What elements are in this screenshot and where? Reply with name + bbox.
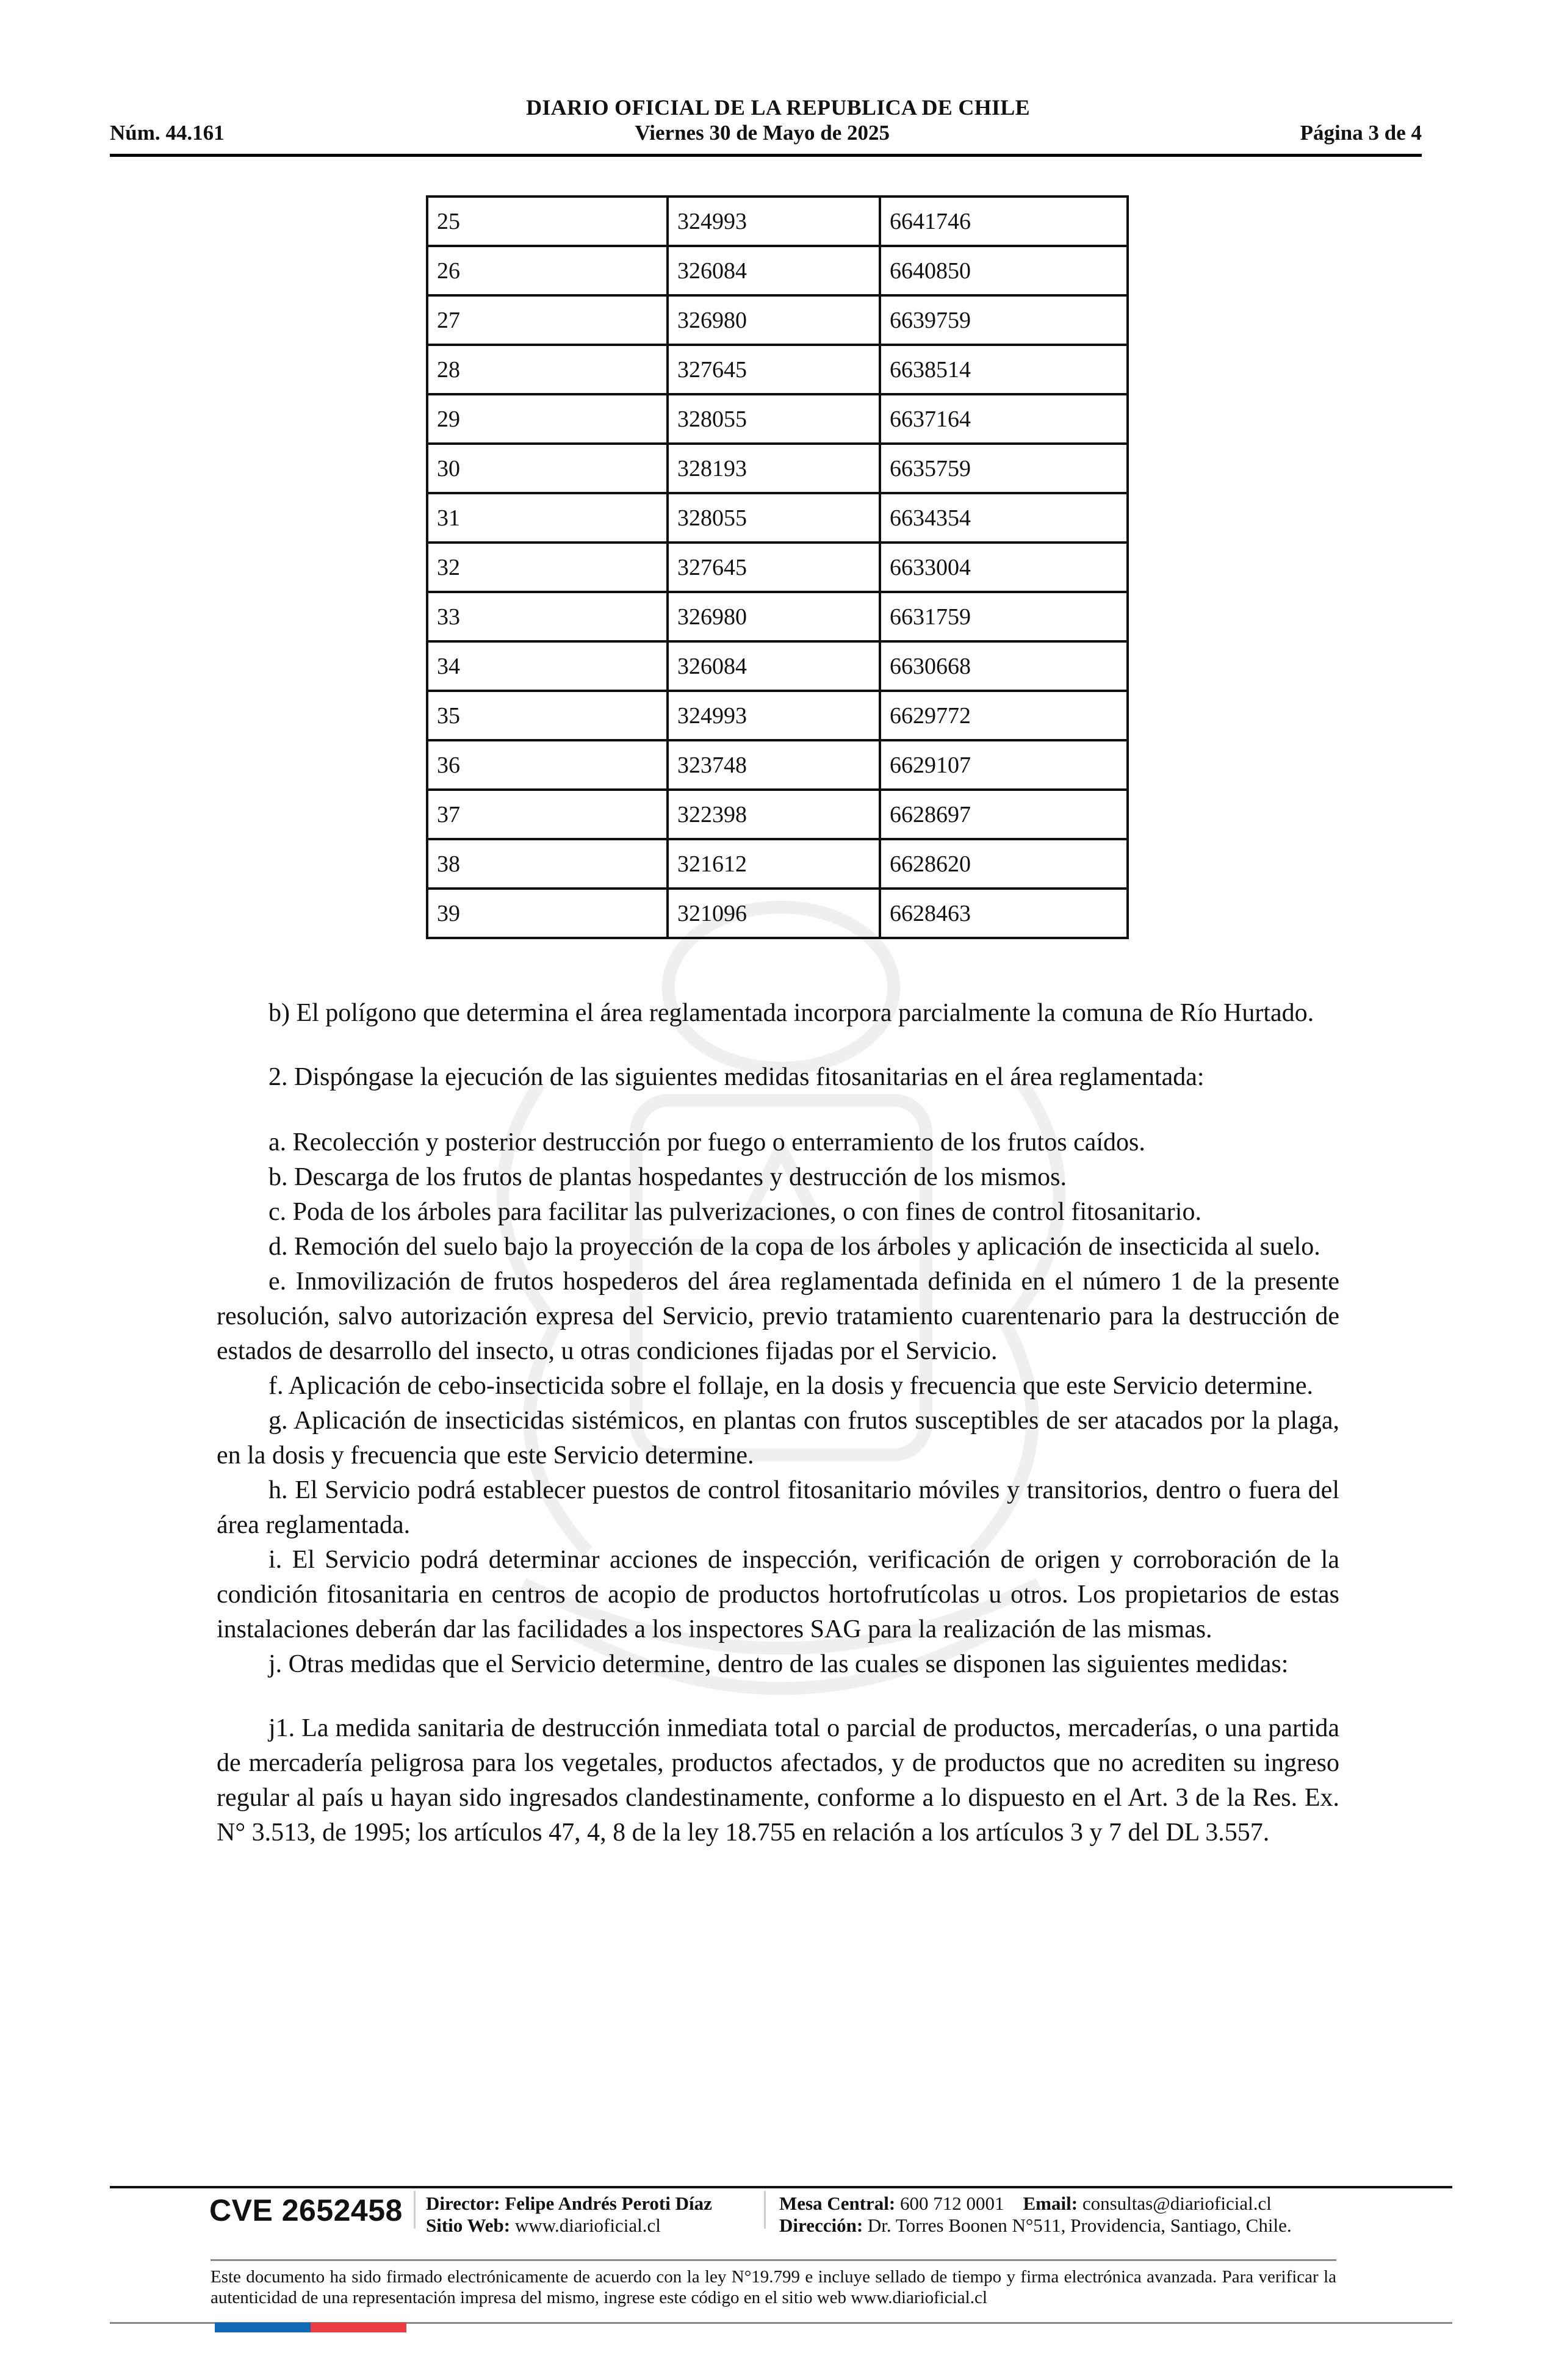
table-row	[427, 839, 1128, 889]
northing-cell: 6638514	[880, 345, 1128, 394]
easting-cell: 323748	[668, 740, 880, 790]
point-number-cell: 25	[427, 197, 668, 246]
table-row	[427, 592, 1128, 641]
phone-label: Mesa Central:	[779, 2193, 896, 2214]
footer-divider-top	[110, 2186, 1452, 2188]
footer-separator	[414, 2191, 416, 2229]
easting-cell: 321096	[668, 889, 880, 938]
footer-director-block	[426, 2193, 712, 2237]
point-number-cell: 38	[427, 839, 668, 889]
email-link[interactable]: consultas@diarioficial.cl	[1082, 2193, 1272, 2214]
point-number-cell: 26	[427, 246, 668, 295]
table-row	[427, 493, 1128, 543]
measure-item: b. Descarga de los frutos de plantas hospedantes y destrucción de los mismos.	[268, 1163, 1067, 1191]
point-number-cell: 39	[427, 889, 668, 938]
measure-item: a. Recolección y posterior destrucción por fuego o enterramiento de los frutos caídos.	[268, 1128, 1145, 1156]
northing-cell: 6635759	[880, 444, 1128, 493]
legal-notice: Este documento ha sido firmado electrónicamente de acuerdo con la ley N°19.799 e incluye sellado de tiempo y firma electrónica avanzada. Para verificar la autenticidad de una representación impresa del mismo, ingrese este código en el sitio web www.diarioficial.cl	[211, 2267, 1336, 2307]
measure-item: g. Aplicación de insecticidas sistémicos, en plantas con frutos susceptibles de ser atacados por la plaga, en la dosis y frecuencia que este Servicio determine.	[217, 1407, 1339, 1469]
table-row	[427, 543, 1128, 592]
footer-separator	[764, 2191, 766, 2229]
table-row	[427, 345, 1128, 394]
northing-cell: 6629107	[880, 740, 1128, 790]
header-divider	[110, 154, 1422, 157]
measure-item: c. Poda de los árboles para facilitar las pulverizaciones, o con fines de control fitosanitario.	[268, 1198, 1201, 1226]
point-number-cell: 27	[427, 295, 668, 345]
easting-cell: 326084	[668, 641, 880, 691]
table-row	[427, 197, 1128, 246]
easting-cell: 328055	[668, 493, 880, 543]
measure-item: e. Inmovilización de frutos hospederos del área reglamentada definida en el número 1 de la presente resolución, salvo autorización expresa del Servicio, previo tratamiento cuarentenario para la destrucción de estados de desarrollo del insecto, u otras condiciones fijadas por el Servicio.	[217, 1268, 1339, 1365]
issue-date: Viernes 30 de Mayo de 2025	[635, 121, 890, 145]
measure-item: f. Aplicación de cebo-insecticida sobre el follaje, en la dosis y frecuencia que este Servicio determine.	[268, 1372, 1313, 1400]
cve-code: CVE 2652458	[209, 2193, 403, 2227]
measures-list	[217, 1125, 1339, 1682]
publication-title: DIARIO OFICIAL DE LA REPUBLICA DE CHILE	[526, 95, 1030, 120]
point-number-cell: 35	[427, 691, 668, 740]
director-name: Felipe Andrés Peroti Díaz	[505, 2193, 712, 2214]
footer-divider-middle	[211, 2259, 1336, 2261]
address-value: Dr. Torres Boonen N°511, Providencia, Santiago, Chile.	[867, 2215, 1292, 2236]
website-link[interactable]: www.diarioficial.cl	[514, 2215, 661, 2236]
table-row	[427, 740, 1128, 790]
northing-cell: 6631759	[880, 592, 1128, 641]
easting-cell: 322398	[668, 790, 880, 839]
point-number-cell: 28	[427, 345, 668, 394]
point-number-cell: 32	[427, 543, 668, 592]
northing-cell: 6628620	[880, 839, 1128, 889]
easting-cell: 328193	[668, 444, 880, 493]
northing-cell: 6641746	[880, 197, 1128, 246]
easting-cell: 324993	[668, 197, 880, 246]
table-row	[427, 790, 1128, 839]
address-label: Dirección:	[779, 2215, 863, 2236]
table-row	[427, 641, 1128, 691]
issue-number: Núm. 44.161	[110, 121, 225, 145]
director-label: Director:	[426, 2193, 500, 2214]
table-row	[427, 246, 1128, 295]
point-number-cell: 36	[427, 740, 668, 790]
footer-contact-block	[779, 2193, 1292, 2237]
northing-cell: 6628463	[880, 889, 1128, 938]
easting-cell: 327645	[668, 345, 880, 394]
northing-cell: 6633004	[880, 543, 1128, 592]
email-label: Email:	[1023, 2193, 1078, 2214]
northing-cell: 6637164	[880, 394, 1128, 444]
easting-cell: 324993	[668, 691, 880, 740]
northing-cell: 6628697	[880, 790, 1128, 839]
paragraph-2: 2. Dispóngase la ejecución de las siguientes medidas fitosanitarias en el área reglamentada:	[268, 1063, 1205, 1091]
page-indicator: Página 3 de 4	[1300, 121, 1422, 145]
measure-item: h. El Servicio podrá establecer puestos de control fitosanitario móviles y transitorios, dentro o fuera del área reglamentada.	[217, 1476, 1339, 1539]
easting-cell: 327645	[668, 543, 880, 592]
paragraph-b: b) El polígono que determina el área reglamentada incorpora parcialmente la comuna de Río Hurtado.	[268, 999, 1314, 1027]
northing-cell: 6634354	[880, 493, 1128, 543]
point-number-cell: 31	[427, 493, 668, 543]
northing-cell: 6639759	[880, 295, 1128, 345]
easting-cell: 326980	[668, 295, 880, 345]
easting-cell: 328055	[668, 394, 880, 444]
table-row	[427, 691, 1128, 740]
easting-cell: 326980	[668, 592, 880, 641]
point-number-cell: 37	[427, 790, 668, 839]
easting-cell: 321612	[668, 839, 880, 889]
coordinates-table	[426, 195, 1129, 939]
measure-item: j. Otras medidas que el Servicio determine, dentro de las cuales se disponen las siguientes medidas:	[268, 1650, 1289, 1678]
flag-stripe-blue	[215, 2323, 311, 2332]
table-row	[427, 394, 1128, 444]
table-row	[427, 889, 1128, 938]
northing-cell: 6629772	[880, 691, 1128, 740]
paragraph-j1: j1. La medida sanitaria de destrucción inmediata total o parcial de productos, mercaderías, o una partida de mercadería peligrosa para los vegetales, productos afectados, y de productos que no acrediten su ingreso regular al país u hayan sido ingresados clandestinamente, conforme a lo dispuesto en el Art. 3 de la Res. Ex. N° 3.513, de 1995; los artículos 47, 4, 8 de la ley 18.755 en relación a los artículos 3 y 7 del DL 3.557.	[217, 1714, 1339, 1847]
measure-item: i. El Servicio podrá determinar acciones de inspección, verificación de origen y corroboración de la condición fitosanitaria en centros de acopio de productos hortofrutícolas u otros. Los propietarios de estas instalaciones deberán dar las facilidades a los inspectores SAG para la realización de las mismas.	[217, 1546, 1339, 1643]
point-number-cell: 30	[427, 444, 668, 493]
phone-value: 600 712 0001	[900, 2193, 1004, 2214]
point-number-cell: 33	[427, 592, 668, 641]
easting-cell: 326084	[668, 246, 880, 295]
table-row	[427, 444, 1128, 493]
point-number-cell: 34	[427, 641, 668, 691]
table-row	[427, 295, 1128, 345]
document-body	[217, 996, 1339, 1850]
point-number-cell: 29	[427, 394, 668, 444]
flag-stripe-red	[311, 2323, 406, 2332]
website-label: Sitio Web:	[426, 2215, 511, 2236]
header-meta-row	[110, 121, 1422, 145]
northing-cell: 6630668	[880, 641, 1128, 691]
northing-cell: 6640850	[880, 246, 1128, 295]
measure-item: d. Remoción del suelo bajo la proyección de la copa de los árboles y aplicación de insecticida al suelo.	[268, 1233, 1320, 1261]
